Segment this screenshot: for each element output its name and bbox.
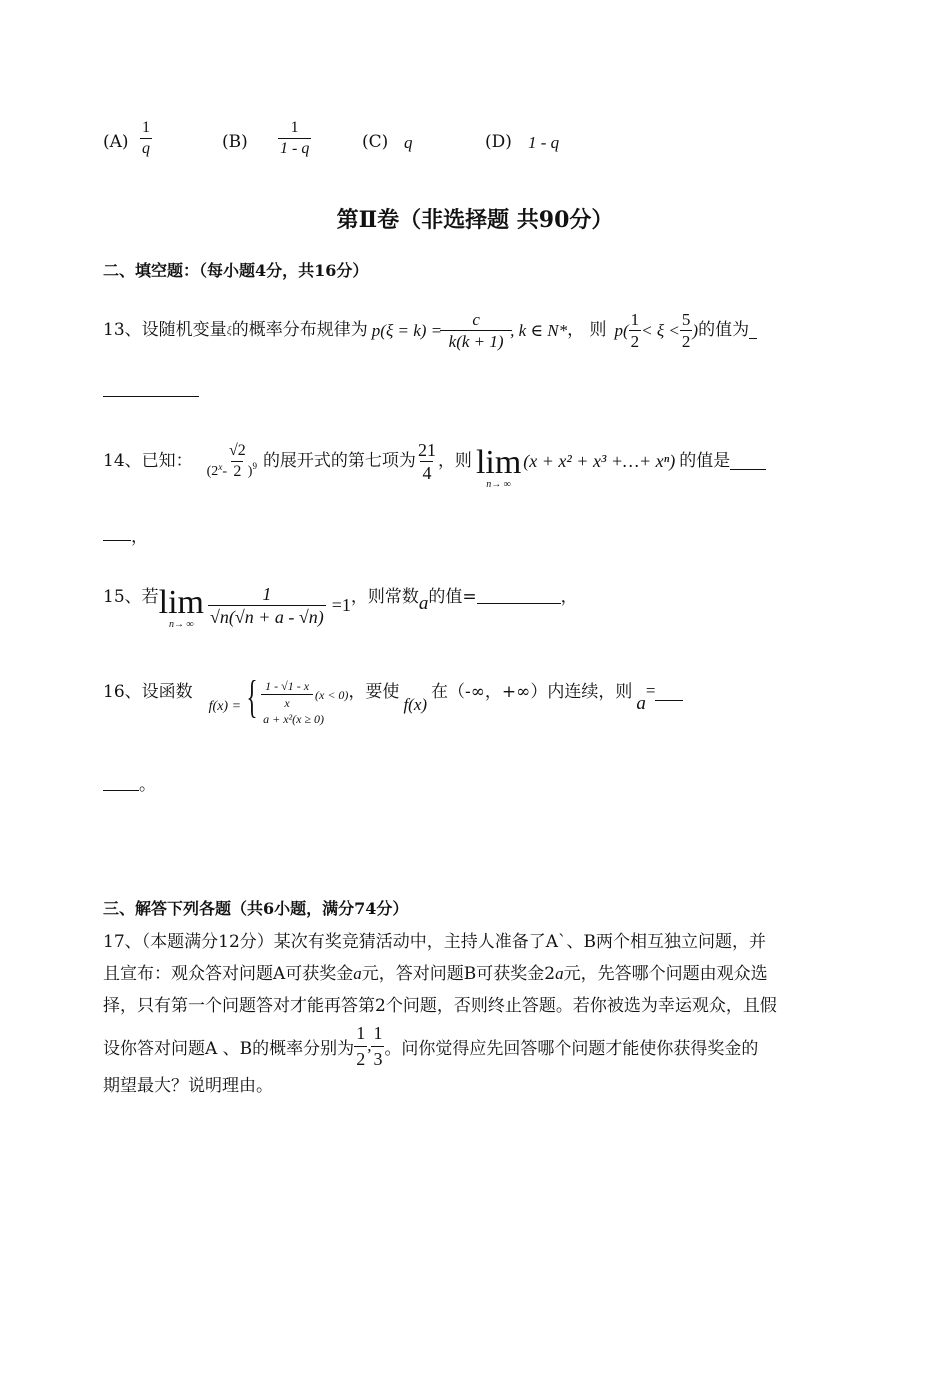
q14-sqrt-fraction: [227, 443, 248, 480]
q13-p2-close: ): [692, 320, 699, 340]
q15-prefix: 15、若: [103, 586, 159, 607]
q13-then: ， 则: [567, 319, 607, 340]
option-d-value: 1 - q: [528, 133, 560, 152]
q16-fx: f(x) =: [208, 699, 242, 714]
q16-answer-blank[interactable]: [103, 776, 139, 791]
q13-half-den: 2: [630, 331, 640, 351]
q14-then: ，则: [437, 450, 472, 471]
q17-fraction-2: [371, 1023, 384, 1070]
q16-prefix: 16、设函数: [103, 682, 193, 702]
q14-expr-close: ): [247, 464, 253, 479]
q13-p2-open: p(: [614, 320, 629, 340]
question-14: [103, 436, 766, 490]
q17-line-2a: 且宣布：观众答对问题A可获奖金: [103, 964, 354, 984]
option-a-label: (A): [103, 132, 129, 152]
q15-lim-sub: n→ ∞: [168, 619, 194, 630]
q15-equals: =1: [331, 595, 351, 615]
q16-case1-den: x: [261, 694, 313, 709]
q15-tail: ，: [560, 586, 578, 607]
q14-sqrt-num: √2: [228, 441, 246, 459]
q17-fraction-1: [354, 1023, 367, 1070]
section-2-title: 第Ⅱ卷（非选择题 共90分）: [336, 207, 614, 233]
option-a-fraction: [140, 120, 152, 157]
q17-f2-num: 1: [373, 1022, 383, 1043]
q13-condition: , k ∈ N*: [510, 320, 568, 340]
q16-case-1: [263, 680, 348, 709]
q13-inequality: < ξ <: [641, 320, 680, 340]
q16-fx-2: f(x): [403, 695, 428, 714]
q16-range: 在（-∞，+∞）内连续，则: [431, 682, 633, 702]
q14-answer-blank[interactable]: [103, 526, 131, 541]
q15-lim: lim: [158, 584, 204, 621]
q17-line-4a: 设你答对问题A 、B的概率分别为: [103, 1038, 355, 1059]
q15-suffix: 的值=: [428, 586, 477, 607]
q15-fraction: [208, 585, 326, 626]
q14-tail: ，: [131, 527, 148, 547]
q17-line-2b: 元，答对问题B可获奖金2: [361, 964, 556, 984]
option-b-denominator: 1 - q: [280, 140, 310, 157]
q16-case-2: a + x²(x ≥ 0): [263, 712, 325, 726]
q17-f2-den: 3: [371, 1046, 384, 1070]
q14-expr-open: (2: [206, 464, 219, 479]
question-13: [103, 307, 757, 353]
option-a-numerator: 1: [142, 119, 150, 136]
q15-a: a: [418, 592, 429, 614]
q14-series: (x + x² + x³ +…+ xⁿ): [523, 451, 676, 471]
q17-f1-num: 1: [356, 1022, 366, 1043]
option-b-label: (B): [222, 132, 248, 152]
q14-lim: lim: [475, 444, 522, 481]
q13-blank-start: [749, 322, 757, 339]
q13-five-num: 5: [681, 309, 691, 329]
q17-line-4b: 。问你觉得应先回答哪个问题才能使你获得奖金的: [384, 1038, 759, 1059]
q13-p-expr: p(ξ = k) =: [371, 320, 443, 340]
question-15: [103, 577, 578, 633]
q14-expr-power: 9: [252, 460, 257, 471]
q14-expr-x: x: [218, 461, 223, 472]
q13-five-den: 2: [681, 331, 691, 351]
option-b-numerator: 1: [290, 119, 299, 136]
option-c-label: (C): [362, 132, 389, 152]
q15-limit: [158, 584, 204, 630]
question-17: [103, 926, 873, 1102]
q17-f1-den: 2: [354, 1046, 367, 1070]
q14-fraction: [416, 441, 438, 482]
q16-tail: 。: [139, 775, 156, 795]
q14-expr-minus: -: [222, 464, 227, 479]
q15-frac-den: √n(√n + a - √n): [209, 606, 324, 627]
q13-half: [629, 311, 642, 350]
q13-xi: ξ: [226, 323, 232, 337]
q13-prefix: 13、设随机变量: [103, 319, 227, 340]
q17-line-2: [103, 958, 873, 990]
q17-comma: ,: [367, 1036, 372, 1055]
fill-in-header: 二、填空题：（每小题4分，共16分）: [103, 261, 369, 280]
option-a-denominator: q: [142, 140, 150, 157]
q16-eq: =: [645, 681, 656, 700]
q15-frac-num: 1: [262, 583, 272, 604]
q16-blank-start: [655, 676, 683, 701]
q13-mid: 的概率分布规律为: [231, 319, 368, 340]
q17-line-3: 择，只有第一个问题答对才能再答第2个问题，否则终止答题。若你被选为幸运观众，且假: [103, 996, 777, 1016]
q16-case1-fraction: [263, 680, 311, 709]
q14-suffix: 的值是: [679, 450, 731, 471]
q15-answer-blank[interactable]: [477, 588, 561, 604]
q13-fraction: [442, 311, 510, 350]
q17-line-5: 期望最大？说明理由。: [103, 1076, 273, 1096]
q15-mid: ，则常数: [350, 586, 419, 607]
option-b-fraction: [278, 120, 311, 157]
question-16: [103, 671, 683, 740]
q17-line-4: [103, 1022, 873, 1070]
q17-a-1: a: [353, 964, 362, 983]
q13-frac-num: c: [472, 309, 480, 329]
q16-case1-cond: (x < 0): [315, 687, 349, 702]
answer-section-header: 三、解答下列各题（共6小题，满分74分）: [103, 899, 409, 918]
q16-cases: [263, 680, 348, 725]
q16-case1-num: 1 - √1 - x: [265, 679, 310, 693]
q13-half-num: 1: [630, 309, 640, 329]
q14-blank-start: [730, 453, 766, 470]
option-c-value: q: [404, 133, 413, 152]
q13-answer-blank[interactable]: [103, 384, 199, 397]
q14-lim-sub: n→ ∞: [486, 479, 511, 490]
q13-frac-den: k(k + 1): [440, 330, 512, 350]
q13-five-halves: [680, 311, 693, 350]
option-d-label: (D): [485, 132, 512, 152]
q14-frac-num: 21: [417, 439, 436, 460]
q16-mid: ，要使: [348, 682, 400, 702]
q17-line-2c: 元，先答哪个问题由观众选: [563, 964, 768, 984]
q16-a: a: [636, 693, 646, 714]
q14-frac-den: 4: [422, 462, 432, 483]
q17-a-2: a: [555, 964, 564, 983]
q14-limit: [475, 444, 522, 490]
q14-prefix: 14、已知：: [103, 450, 193, 471]
q17-line-1: 17、（本题满分12分）某次有奖竞猜活动中，主持人准备了A`、B两个相互独立问题，并: [103, 932, 767, 952]
q14-mid: 的展开式的第七项为: [262, 450, 416, 471]
q13-suffix: 的值为: [698, 319, 750, 340]
q16-brace: {: [246, 671, 258, 722]
q14-sqrt-den: 2: [233, 462, 242, 480]
